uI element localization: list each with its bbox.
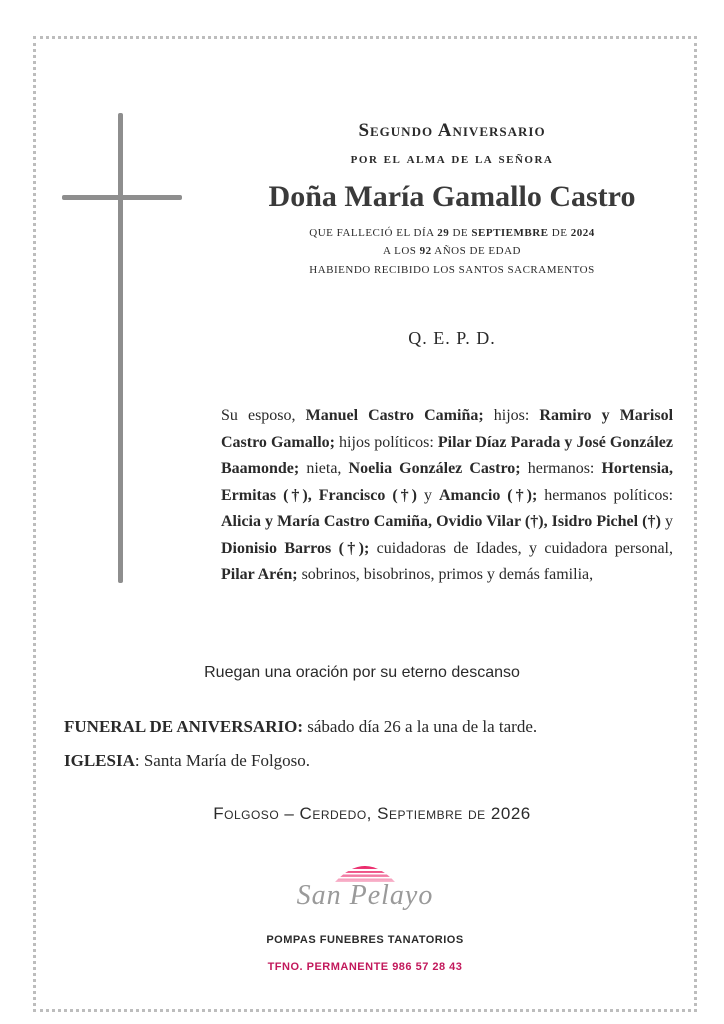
funeral-info xyxy=(64,717,684,737)
age-prefix: A LOS xyxy=(383,245,420,257)
church-info xyxy=(64,751,684,771)
family-text: y xyxy=(417,486,439,504)
family-text: hijos políticos: xyxy=(334,433,438,451)
family-text: hijos: xyxy=(483,407,540,424)
family-member-name: Hortensia, Ermitas (†), Francisco (†) xyxy=(221,460,674,504)
funeral-label: FUNERAL DE ANIVERSARIO: xyxy=(64,717,303,736)
death-month: SEPTIEMBRE xyxy=(471,227,549,239)
family-text: cuidadoras de Idades, y cuidadora personal, xyxy=(369,539,673,557)
family-member-name: Amancio (†); xyxy=(438,486,538,504)
death-year: 2024 xyxy=(570,227,595,239)
family-member-name: Manuel Castro Camiña; xyxy=(305,407,484,424)
cross-vertical-bar xyxy=(118,113,123,583)
age-line xyxy=(230,245,674,257)
family-text: sobrinos, bisobrinos, primos y demás familia, xyxy=(297,566,594,583)
family-member-name: Pilar Díaz Parada y José González Baamonde; xyxy=(221,433,673,477)
place-date: Folgoso – Cerdedo, Septiembre de 2026 xyxy=(213,804,531,823)
family-paragraph xyxy=(221,403,673,589)
church-label: IGLESIA xyxy=(64,751,135,770)
deceased-name: Doña María Gamallo Castro xyxy=(268,180,636,213)
funeral-text: sábado día 26 a la una de la tarde. xyxy=(302,717,538,736)
for-soul-line: por el alma de la señora xyxy=(350,151,554,167)
company-phone: TFNO. PERMANENTE 986 57 28 43 xyxy=(267,961,463,973)
cross-horizontal-bar xyxy=(62,195,182,200)
church-text: : Santa María de Folgoso. xyxy=(134,751,311,770)
family-text: hermanos políticos: xyxy=(537,486,674,504)
family-text: Su esposo, xyxy=(221,407,306,424)
death-date-line xyxy=(230,227,674,239)
family-member-name: Alicia y María Castro Camiña, Ovidio Vilar (†), Isidro Pichel (†) xyxy=(221,513,661,530)
age-value: 92 xyxy=(419,245,432,257)
family-member-name: Noelia González Castro; xyxy=(348,460,521,477)
death-date-mid2: DE xyxy=(548,227,571,239)
death-day: 29 xyxy=(437,227,450,239)
age-suffix: AÑOS DE EDAD xyxy=(431,245,521,257)
qepd: Q. E. P. D. xyxy=(408,328,496,348)
logo-text: San Pelayo xyxy=(296,880,434,911)
death-date-mid: DE xyxy=(449,227,472,239)
company-services: POMPAS FUNEBRES TANATORIOS xyxy=(266,934,464,946)
sacraments-line: HABIENDO RECIBIDO LOS SANTOS SACRAMENTOS xyxy=(309,264,595,276)
anniversary-title: Segundo Aniversario xyxy=(358,120,546,141)
family-member-name: Pilar Arén; xyxy=(221,566,298,583)
family-member-name: Ramiro y Marisol Castro Gamallo; xyxy=(221,407,674,451)
family-text: hermanos: xyxy=(520,460,602,477)
family-text: y xyxy=(660,513,673,530)
family-member-name: Dionisio Barros (†); xyxy=(221,539,370,557)
death-date-prefix: QUE FALLECIÓ EL DÍA xyxy=(309,227,438,239)
prayer-line: Ruegan una oración por su eterno descanso xyxy=(204,664,520,681)
family-text: nieta, xyxy=(299,460,349,477)
